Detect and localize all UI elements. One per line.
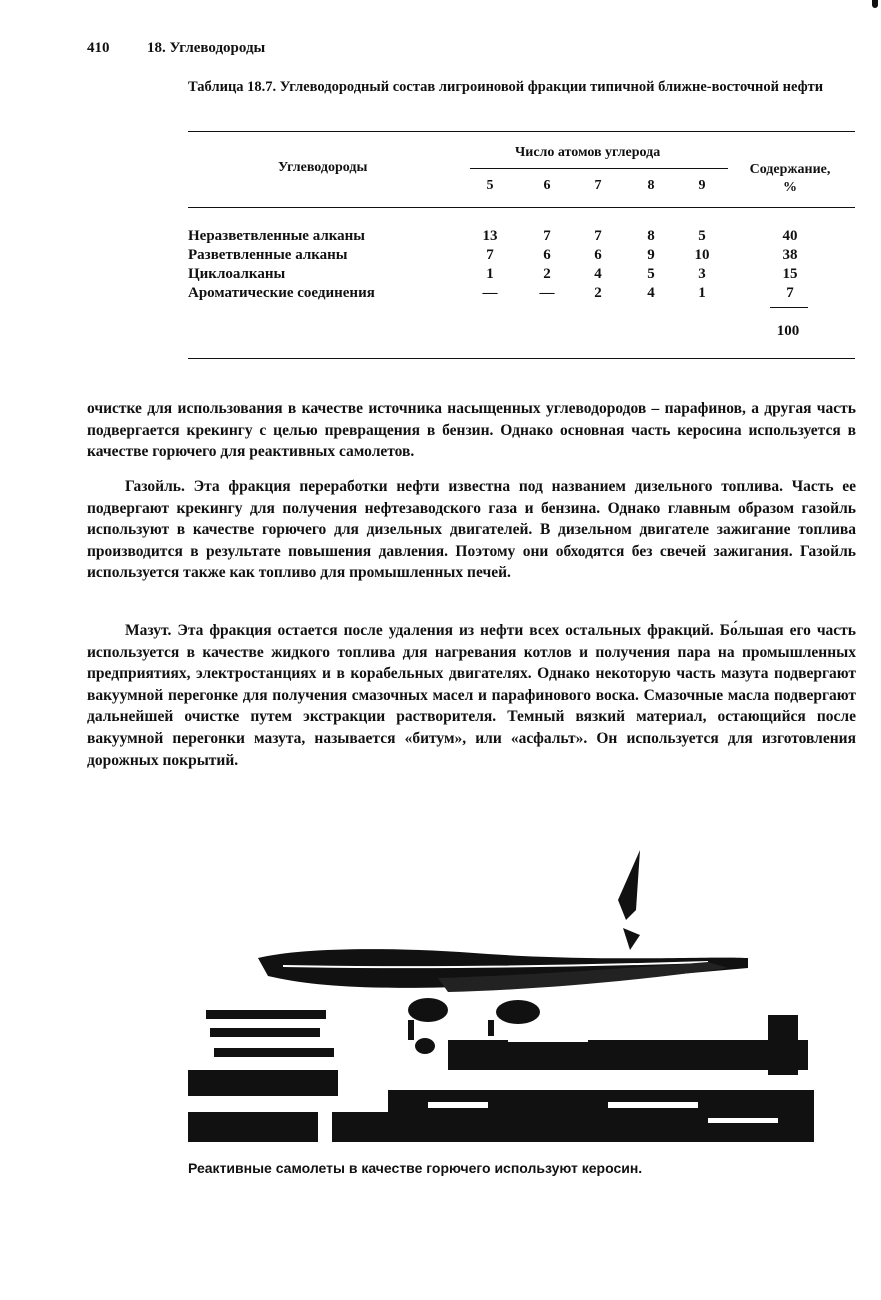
table-label: Таблица 18.7.	[188, 79, 277, 95]
row-name: Разветвленные алканы	[188, 247, 348, 263]
row-value: 4	[594, 266, 602, 282]
row-value: 5	[647, 266, 655, 282]
col-header-content: Содержание,	[749, 162, 831, 177]
row-value: 7	[543, 228, 551, 244]
row-value: 8	[647, 228, 655, 244]
row-value: 1	[486, 266, 494, 282]
col-header-content-unit: %	[783, 180, 797, 195]
group-rule	[470, 168, 728, 169]
paragraph-text: Эта фракция остается после удаления из нефти всех остальных фракций. Бо́льшая его часть используется в качестве жидкого топлива для нагревания котлов и получения пара на промышленных предприятиях, электростанциях и в корабельных двигателях. Однако некоторую часть мазута подвергают вакуумной перегонке для получения смазочных масел и парафинового воска. Смазочные масла подвергают дальнейшей очистке путем экстракции растворителя. Темный вязкий материал, остающийся после вакуумной перегонки мазута, называется «битум», или «асфальт». Он используется для изготовления дорожных покрытий.	[87, 622, 856, 769]
carbon-7: 7	[594, 178, 602, 193]
row-value: —	[482, 285, 498, 301]
figure-caption: Реактивные самолеты в качестве горючего используют керосин.	[188, 1160, 643, 1176]
body-paragraph-2	[87, 476, 856, 584]
row-value: 13	[482, 228, 498, 244]
sum-rule	[770, 307, 808, 308]
row-content: 7	[786, 285, 794, 301]
col-header-carbon-group: Число атомов углерода	[515, 145, 661, 160]
row-value: 7	[594, 228, 602, 244]
paragraph-text: Эта фракция переработки нефти известна под названием дизельного топлива. Часть ее подвергают крекингу для получения нефтезаводского газа и бензина. Однако главным образом газойль используют в качестве горючего для дизельных двигателей. В дизельном двигателе зажигание топлива производится в результате повышения давления. Поэтому они обходятся без свечей зажигания. Газойль используется также как топливо для промышленных печей.	[87, 478, 856, 582]
carbon-5: 5	[486, 178, 494, 193]
row-value: 6	[543, 247, 551, 263]
row-content: 40	[782, 228, 798, 244]
row-content: 38	[782, 247, 798, 263]
row-value: 4	[647, 285, 655, 301]
carbon-8: 8	[647, 178, 655, 193]
paragraph-heading: Мазут.	[125, 622, 172, 639]
carbon-6: 6	[543, 178, 551, 193]
total-content: 100	[776, 323, 800, 339]
carbon-9: 9	[698, 178, 706, 193]
row-value: 3	[698, 266, 706, 282]
row-value: —	[539, 285, 555, 301]
row-value: 2	[594, 285, 602, 301]
paragraph-heading: Газойль.	[125, 478, 185, 495]
table-header-rule	[188, 207, 855, 208]
row-value: 1	[698, 285, 706, 301]
page-header	[87, 40, 265, 57]
table-top-rule	[188, 131, 855, 132]
table-caption	[188, 78, 856, 97]
row-value: 2	[543, 266, 551, 282]
row-name: Неразветвленные алканы	[188, 228, 366, 244]
col-header-hydrocarbons: Углеводороды	[278, 160, 368, 175]
airplane-illustration	[188, 850, 814, 1142]
body-paragraph-3	[87, 620, 856, 771]
page-number: 410	[87, 40, 110, 56]
table-bottom-rule	[188, 358, 855, 359]
body-paragraph-1	[87, 398, 856, 463]
row-content: 15	[782, 266, 798, 282]
row-value: 10	[694, 247, 710, 263]
jet-aircraft-photo	[188, 850, 814, 1142]
row-value: 7	[486, 247, 494, 263]
table-title: Углеводородный состав лигроиновой фракции типичной ближне-восточной нефти	[279, 79, 824, 95]
row-name: Циклоалканы	[188, 266, 286, 282]
scan-mark	[872, 0, 878, 8]
row-name: Ароматические соединения	[188, 285, 375, 301]
row-value: 5	[698, 228, 706, 244]
row-value: 9	[647, 247, 655, 263]
chapter-title: 18. Углеводороды	[147, 40, 266, 56]
paragraph-text: очистке для использования в качестве источника насыщенных углеводородов – парафинов, а другая часть подвергается крекингу с целью превращения в бензин. Однако основная часть керосина используется в качестве горючего для реактивных самолетов.	[87, 400, 856, 461]
row-value: 6	[594, 247, 602, 263]
